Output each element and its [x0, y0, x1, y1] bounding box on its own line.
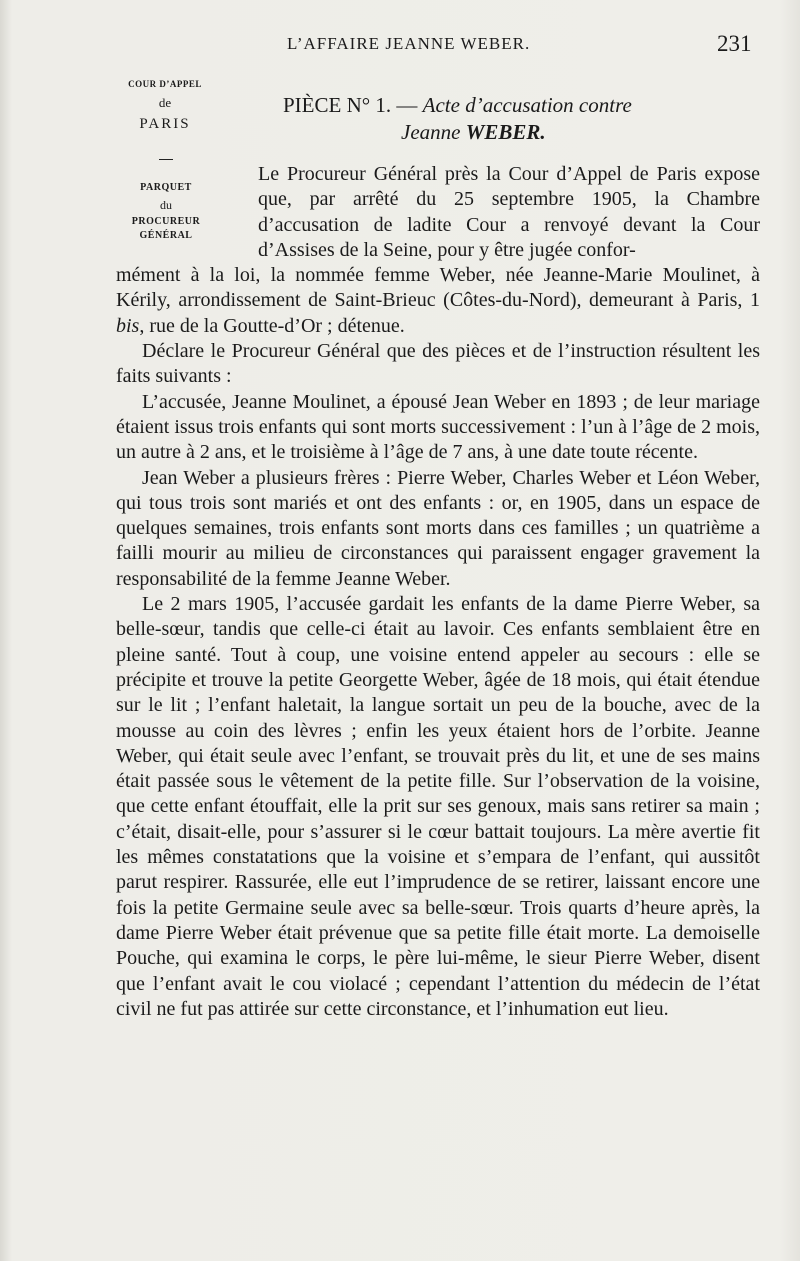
piece-title-part2: Jeanne — [401, 120, 466, 144]
paragraph-4: Jean Weber a plusieurs frères : Pierre Weber, Charles Weber et Léon Weber, qui tous trois sont mariés et ont des enfants : or, en 1905, dans un espace de quelques semaines, trois enfants sont morts dans ces familles ; un quatrième a failli mourir au milieu de circonstances qui paraissent engager gravement la responsabilité de la femme Jeanne Weber. — [116, 466, 760, 590]
margin-court-de: de — [158, 95, 172, 110]
piece-title-name: WEBER. — [465, 120, 546, 144]
paragraph-1-bis: bis — [116, 314, 140, 337]
margin-court-city: PARIS — [139, 116, 191, 132]
margin-procureur-label: PROCUREUR GÉNÉRAL — [131, 216, 201, 241]
margin-note-court — [110, 77, 220, 134]
piece-heading — [283, 92, 723, 146]
piece-label: PIÈCE N° 1. — — [283, 93, 423, 117]
page-number: 231 — [717, 31, 752, 56]
paragraph-1-end: , rue de la Goutte-d’Or ; détenue. — [139, 314, 405, 337]
paragraph-1-lead-text: Le Procureur Général près la Cour d’Appel de Paris expose que, par arrêté du 25 septembre 1905, la Chambre d’accusation de ladite Cour a renvoyé devant la Cour d’Assises de la Seine, pour y être jugée confor- — [258, 163, 760, 261]
piece-title-part1: Acte d’accusation contre — [422, 93, 632, 117]
paragraph-5: Le 2 mars 1905, l’accusée gardait les enfants de la dame Pierre Weber, sa belle-sœur, tandis que celle-ci était au lavoir. Ces enfants semblaient être en pleine santé. Tout à coup, une voisine entend appeler au secours : elle se précipite et trouve la petite Georgette Weber, âgée de 18 mois, qui était étendue sur le lit ; l’enfant haletait, la langue sortait un peu de la bouche, avec de la mousse au coin des lèvres ; enfin les yeux étaient hors de l’orbite. Jeanne Weber, qui était seule avec l’enfant, se trouvait près du lit, et une de ses mains était passée sous le vêtement de la petite fille. Sur l’observation de la voisine, que cette enfant étouffait, elle la prit sur ses genoux, mais sans retirer sa main ; c’était, disait-elle, pour s’assurer si le cœur battait toujours. La mère avertie fit les mêmes constatations que la voisine et s’empara de l’enfant, qui aussitôt parut respirer. Rassurée, elle eut l’imprudence de se retirer, laissant encore une fois la petite Germaine seule avec sa belle-sœur. Trois quarts d’heure après, la dame Pierre Weber était prévenue que sa petite fille était morte. La demoiselle Pouche, qui examina le corps, le père lui-même, le sieur Pierre Weber, disent que l’enfant avait le cou violacé ; cependant l’attention du médecin de l’état civil ne fut pas attirée sur cette circonstance, et l’inhumation eut lieu. — [116, 593, 760, 1020]
body-text — [116, 162, 760, 1022]
margin-parquet-label: PARQUET — [140, 182, 192, 193]
margin-court-label: COUR D’APPEL — [128, 79, 202, 89]
paragraph-1-rest — [116, 263, 760, 339]
paragraph-1-lead — [116, 162, 760, 263]
running-head — [0, 31, 800, 60]
margin-divider — [159, 159, 173, 160]
paragraph-1-rest-text: mément à la loi, la nommée femme Weber, née Jeanne-Marie Moulinet, à Kérily, arrondissement de Saint-Brieuc (Côtes-du-Nord), demeurant à Paris, 1 — [116, 264, 760, 312]
margin-parquet-du: du — [160, 198, 172, 212]
running-title: L’AFFAIRE JEANNE WEBER. — [287, 34, 531, 53]
paragraph-3: L’accusée, Jeanne Moulinet, a épousé Jean Weber en 1893 ; de leur mariage étaient issus trois enfants qui sont morts successivement : l’un à l’âge de 2 mois, un autre à 2 ans, et le troisième à l’âge de 7 ans, à une date toute récente. — [116, 390, 760, 464]
piece-title-line2 — [283, 119, 723, 146]
paragraph-2: Déclare le Procureur Général que des pièces et de l’instruction résultent les faits suivants : — [116, 340, 760, 388]
